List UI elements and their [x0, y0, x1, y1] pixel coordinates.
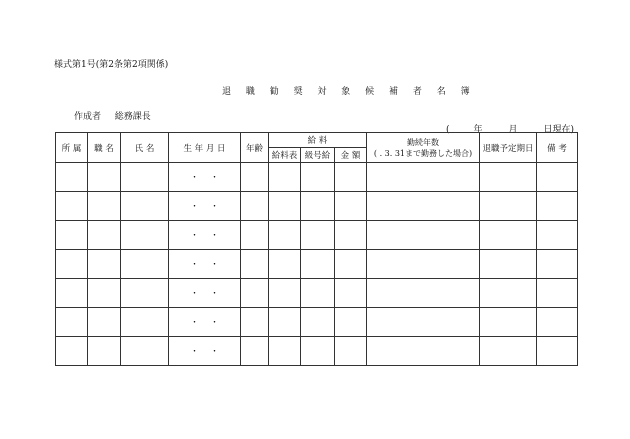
col-salary-grade: 級号給 [301, 148, 335, 163]
col-birthdate: 生 年 月 日 [169, 133, 241, 163]
col-position: 職 名 [88, 133, 121, 163]
table-cell[interactable] [480, 192, 537, 221]
col-salary: 給 料 [269, 133, 367, 148]
table-cell[interactable] [56, 192, 88, 221]
table-cell[interactable] [480, 308, 537, 337]
table-cell[interactable] [335, 337, 367, 366]
col-retirement-date: 退職予定期日 [480, 133, 537, 163]
table-row [56, 221, 578, 250]
author-label: 作成者 [74, 112, 102, 122]
date-separator-dot: ・ [210, 202, 219, 212]
birthdate-cell[interactable] [169, 308, 241, 337]
date-separator-dot: ・ [210, 231, 219, 241]
table-cell[interactable] [121, 308, 169, 337]
table-cell[interactable] [480, 337, 537, 366]
date-separator-dot: ・ [210, 173, 219, 183]
as-of-open: ( [446, 125, 450, 135]
table-cell[interactable] [269, 250, 301, 279]
service-years-note: ( . 3. 31まで勤務した場合) [373, 148, 473, 158]
service-years-label: 勤続年数 [407, 137, 440, 147]
date-separator-dot: ・ [210, 318, 219, 328]
table-row [56, 337, 578, 366]
table-cell[interactable] [367, 337, 480, 366]
author-line [74, 109, 151, 122]
table-cell[interactable] [480, 221, 537, 250]
date-separator-dot: ・ [210, 347, 219, 357]
date-separator-dot: ・ [190, 260, 199, 270]
birthdate-cell[interactable] [169, 163, 241, 192]
table-cell[interactable] [241, 250, 269, 279]
table-cell[interactable] [367, 192, 480, 221]
table-cell[interactable] [367, 221, 480, 250]
table-cell[interactable] [335, 279, 367, 308]
table-cell[interactable] [269, 163, 301, 192]
table-cell[interactable] [56, 221, 88, 250]
candidate-roster-table [55, 132, 578, 366]
table-cell[interactable] [241, 279, 269, 308]
table-cell[interactable] [269, 221, 301, 250]
table-cell[interactable] [367, 163, 480, 192]
as-of-day: 日現在) [543, 125, 575, 135]
col-remarks: 備 考 [537, 133, 578, 163]
col-name: 氏 名 [121, 133, 169, 163]
table-cell[interactable] [269, 308, 301, 337]
table-cell[interactable] [301, 250, 335, 279]
table-cell[interactable] [301, 308, 335, 337]
table-row [56, 163, 578, 192]
table-cell[interactable] [121, 221, 169, 250]
table-cell[interactable] [241, 192, 269, 221]
date-separator-dot: ・ [190, 318, 199, 328]
table-cell[interactable] [480, 279, 537, 308]
table-cell[interactable] [537, 250, 578, 279]
birthdate-cell[interactable] [169, 279, 241, 308]
date-separator-dot: ・ [210, 289, 219, 299]
col-affiliation: 所 属 [56, 133, 88, 163]
table-cell[interactable] [121, 250, 169, 279]
table-cell[interactable] [56, 337, 88, 366]
table-cell[interactable] [301, 337, 335, 366]
table-row [56, 308, 578, 337]
table-cell[interactable] [537, 279, 578, 308]
as-of-month: 月 [508, 125, 518, 135]
table-row [56, 250, 578, 279]
table-cell[interactable] [480, 163, 537, 192]
table-cell[interactable] [56, 308, 88, 337]
table-cell[interactable] [367, 250, 480, 279]
as-of-year: 年 [473, 125, 483, 135]
date-separator-dot: ・ [210, 260, 219, 270]
table-cell[interactable] [88, 192, 121, 221]
table-cell[interactable] [335, 192, 367, 221]
form-number: 様式第1号(第2条第2項関係) [54, 60, 169, 70]
table-cell[interactable] [88, 337, 121, 366]
table-cell[interactable] [241, 163, 269, 192]
table-cell[interactable] [480, 250, 537, 279]
date-separator-dot: ・ [190, 347, 199, 357]
table-cell[interactable] [537, 192, 578, 221]
table-cell[interactable] [121, 192, 169, 221]
date-separator-dot: ・ [190, 173, 199, 183]
date-separator-dot: ・ [190, 202, 199, 212]
table-cell[interactable] [121, 337, 169, 366]
table-cell[interactable] [56, 163, 88, 192]
table-cell[interactable] [88, 250, 121, 279]
col-salary-table: 給料表 [269, 148, 301, 163]
table-cell[interactable] [367, 308, 480, 337]
table-cell[interactable] [301, 192, 335, 221]
table-cell[interactable] [241, 337, 269, 366]
table-cell[interactable] [301, 163, 335, 192]
table-cell[interactable] [367, 279, 480, 308]
table-cell[interactable] [335, 308, 367, 337]
table-cell[interactable] [537, 163, 578, 192]
document-title: 退 職 勧 奨 対 象 候 補 者 名 簿 [222, 87, 476, 97]
table-cell[interactable] [269, 192, 301, 221]
table-cell[interactable] [56, 250, 88, 279]
table-cell[interactable] [88, 163, 121, 192]
birthdate-cell[interactable] [169, 221, 241, 250]
col-service-years [367, 133, 480, 163]
table-row [56, 192, 578, 221]
table-body [56, 163, 578, 366]
table-cell[interactable] [121, 279, 169, 308]
table-row [56, 279, 578, 308]
table-cell[interactable] [88, 279, 121, 308]
table-cell[interactable] [335, 163, 367, 192]
table-cell[interactable] [537, 308, 578, 337]
table-cell[interactable] [335, 221, 367, 250]
table-cell[interactable] [241, 308, 269, 337]
col-salary-amount: 金 額 [335, 148, 367, 163]
birthdate-cell[interactable] [169, 337, 241, 366]
table-cell[interactable] [241, 221, 269, 250]
table-cell[interactable] [335, 250, 367, 279]
table-cell[interactable] [269, 337, 301, 366]
table-cell[interactable] [301, 221, 335, 250]
table-cell[interactable] [56, 279, 88, 308]
table-cell[interactable] [269, 279, 301, 308]
birthdate-cell[interactable] [169, 250, 241, 279]
table-cell[interactable] [537, 337, 578, 366]
date-separator-dot: ・ [190, 289, 199, 299]
table-cell[interactable] [537, 221, 578, 250]
birthdate-cell[interactable] [169, 192, 241, 221]
table-cell[interactable] [88, 308, 121, 337]
author-value: 総務課長 [114, 112, 151, 122]
date-separator-dot: ・ [190, 231, 199, 241]
table-cell[interactable] [121, 163, 169, 192]
table-cell[interactable] [301, 279, 335, 308]
table-header-row-1 [56, 133, 578, 148]
table-cell[interactable] [88, 221, 121, 250]
col-age: 年齢 [241, 133, 269, 163]
